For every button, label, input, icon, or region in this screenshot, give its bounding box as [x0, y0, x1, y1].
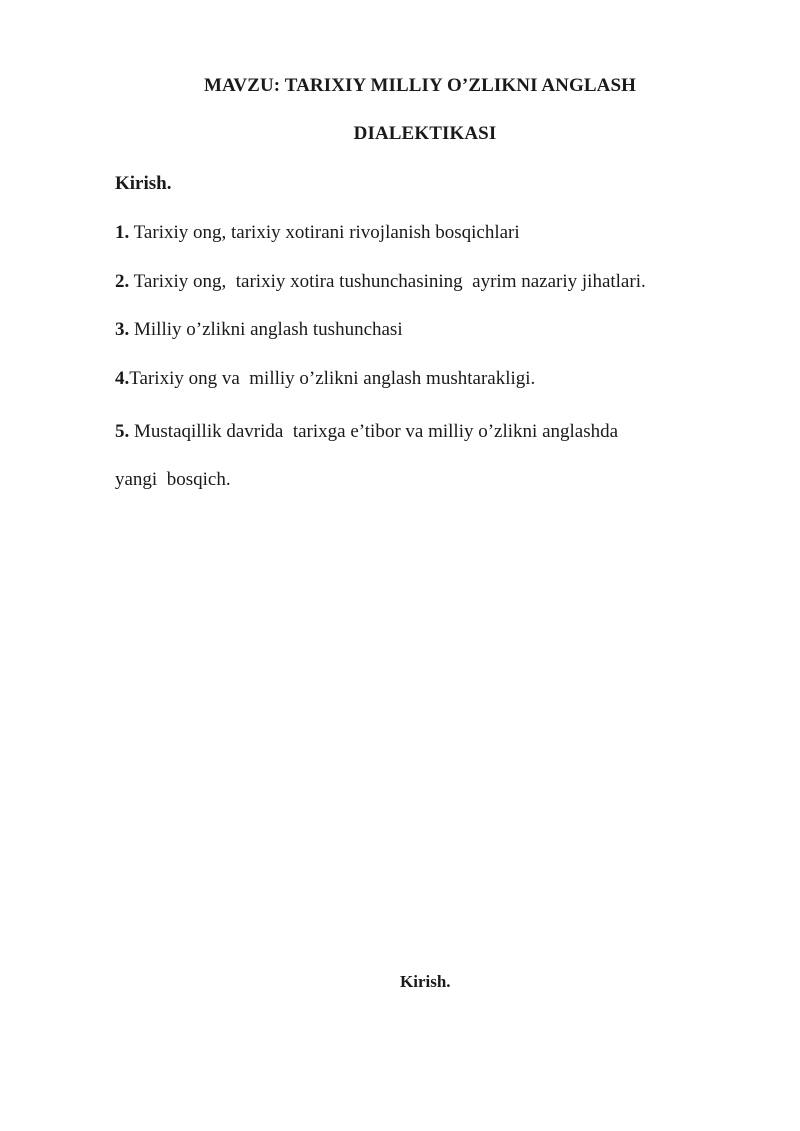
section-heading: Kirish. — [400, 972, 451, 991]
plan-item-5 — [115, 421, 618, 443]
plan-item-text: Tarixiy ong va milliy o’zlikni anglash mushtarakligi. — [129, 368, 536, 389]
plan-item-2 — [115, 271, 646, 293]
plan-item-text: Mustaqillik davrida tarixga e’tibor va milliy o’zlikni anglashda — [129, 421, 619, 442]
plan-item-number: 2. — [115, 271, 130, 292]
plan-item-text: Milliy o’zlikni anglash tushunchasi — [129, 319, 403, 340]
plan-item-4 — [115, 368, 535, 390]
document-title-line-2: DIALEKTIKASI — [353, 123, 497, 144]
intro-heading: Kirish. — [115, 173, 172, 194]
document-title-line-1: MAVZU: TARIXIY MILLIY O’ZLIKNI ANGLASH — [203, 75, 637, 96]
plan-item-number: 4. — [115, 368, 130, 389]
plan-item-number: 3. — [115, 319, 130, 340]
plan-item-1 — [115, 222, 520, 244]
plan-item-number: 5. — [115, 421, 130, 442]
plan-item-number: 1. — [115, 222, 130, 243]
plan-item-text: Tarixiy ong, tarixiy xotira tushunchasining ayrim nazariy jihatlari. — [129, 271, 646, 292]
plan-item-3 — [115, 319, 403, 341]
plan-item-text: Tarixiy ong, tarixiy xotirani rivojlanish bosqichlari — [129, 222, 520, 243]
plan-item-5-continuation: yangi bosqich. — [115, 469, 231, 490]
